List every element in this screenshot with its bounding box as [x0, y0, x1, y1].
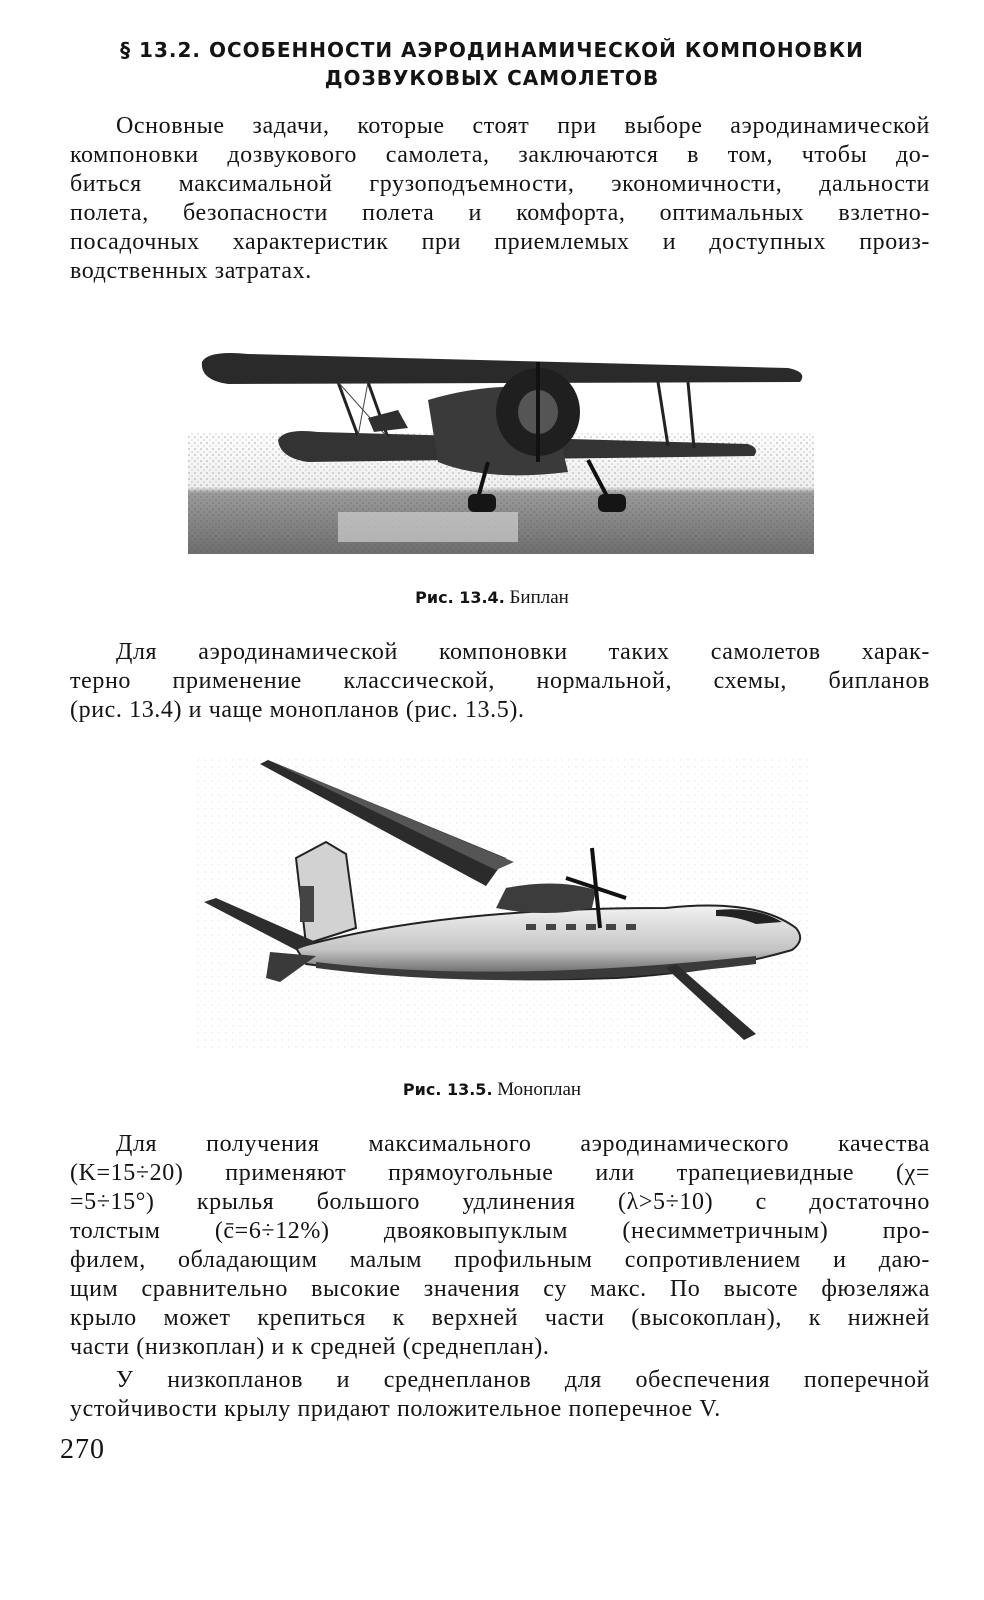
- figure-biplane-caption: [0, 586, 984, 610]
- text-line: У низкопланов и среднепланов для обеспечения поперечной: [116, 1367, 930, 1393]
- text-line: водственных затратах.: [70, 258, 312, 284]
- text-line: посадочных характеристик при приемлемых и доступных произ-: [70, 229, 930, 255]
- text-line: Для получения максимального аэродинамического качества: [116, 1131, 930, 1157]
- text-line: Для аэродинамической компоновки таких самолетов харак-: [116, 639, 930, 665]
- text-line: щим сравнительно высокие значения cy макс. По высоте фюзеляжа: [70, 1276, 930, 1302]
- figure-monoplane-photo: [196, 758, 808, 1050]
- text-line: =5÷15°) крылья большого удлинения (λ>5÷10) с достаточно: [70, 1189, 930, 1215]
- paragraph-intro: [70, 112, 930, 286]
- section-heading: [60, 36, 924, 92]
- section-heading-line-2: ДОЗВУКОВЫХ САМОЛЕТОВ: [324, 66, 660, 90]
- figure-monoplane-caption: [0, 1078, 984, 1102]
- biplane-image: [188, 322, 814, 554]
- text-line: части (низкоплан) и к средней (среднеплан).: [70, 1334, 550, 1360]
- paragraph-schemes: [70, 638, 930, 725]
- text-line: полета, безопасности полета и комфорта, оптимальных взлетно-: [70, 200, 930, 226]
- text-line: компоновки дозвукового самолета, заключаются в том, чтобы до-: [70, 142, 930, 168]
- page-number: 270: [60, 1434, 105, 1465]
- text-line: толстым (c̄=6÷12%) двояковыпуклым (несимметричным) про-: [70, 1218, 930, 1244]
- text-line: терно применение классической, нормальной, схемы, бипланов: [70, 668, 930, 694]
- text-line: биться максимальной грузоподъемности, экономичности, дальности: [70, 171, 930, 197]
- caption-text: Биплан: [509, 587, 569, 608]
- section-heading-line-1: § 13.2. ОСОБЕННОСТИ АЭРОДИНАМИЧЕСКОЙ КОМПОНОВКИ: [120, 38, 864, 62]
- text-line: устойчивости крылу придают положительное поперечное V.: [70, 1396, 721, 1422]
- figure-biplane-photo: [188, 322, 814, 554]
- text-line: крыло может крепиться к верхней части (высокоплан), к нижней: [70, 1305, 930, 1331]
- text-line: (рис. 13.4) и чаще монопланов (рис. 13.5).: [70, 697, 525, 723]
- paragraph-dihedral: [70, 1366, 930, 1424]
- text-line: (K=15÷20) применяют прямоугольные или трапециевидные (χ=: [70, 1160, 930, 1186]
- caption-number: Рис. 13.5.: [402, 1080, 493, 1099]
- text-line: филем, обладающим малым профильным сопротивлением и даю-: [70, 1247, 930, 1273]
- monoplane-image: [196, 758, 808, 1050]
- caption-text: Моноплан: [497, 1079, 582, 1100]
- caption-number: Рис. 13.4.: [415, 588, 505, 607]
- paragraph-wing-profile: [70, 1130, 930, 1362]
- text-line: Основные задачи, которые стоят при выборе аэродинамической: [116, 113, 930, 139]
